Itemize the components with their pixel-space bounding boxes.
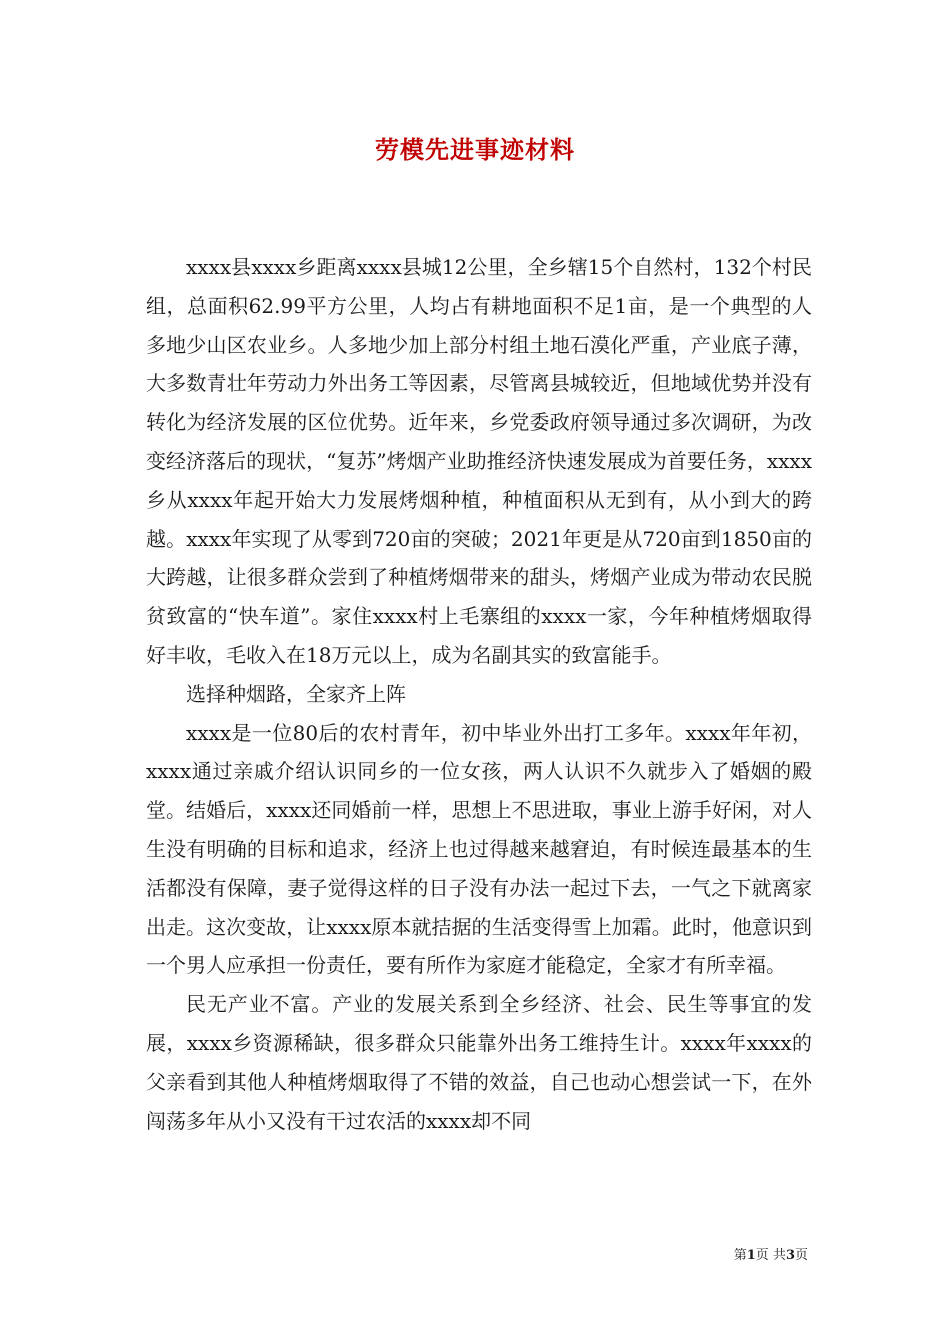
footer-suffix: 页 xyxy=(794,1248,808,1263)
paragraph-industry: 民无产业不富。产业的发展关系到全乡经济、社会、民生等事宜的发展，xxxx乡资源稀缺，很多群众只能靠外出务工维持生计。xxxx年xxxx的父亲看到其他人种植烤烟取得了不错的效益，自己也动心想尝试一下，在外闯荡多年从小又没有干过农活的xxxx却不同 xyxy=(146,992,812,1133)
page-number-footer xyxy=(0,1247,950,1265)
footer-current-page: 1 xyxy=(746,1248,756,1263)
document-body xyxy=(146,248,812,1140)
footer-prefix: 第 xyxy=(733,1248,747,1263)
paragraph-background: xxxx是一位80后的农村青年，初中毕业外出打工多年。xxxx年年初，xxxx通过亲戚介绍认识同乡的一位女孩，两人认识不久就步入了婚姻的殿堂。结婚后，xxxx还同婚前一样，思想上不思进取，事业上游手好闲，对人生没有明确的目标和追求，经济上也过得越来越窘迫，有时候连最基本的生活都没有保障，妻子觉得这样的日子没有办法一起过下去，一气之下就离家出走。这次变故，让xxxx原本就拮据的生活变得雪上加霜。此时，他意识到一个男人应承担一份责任，要有所作为家庭才能稳定，全家才有所幸福。 xyxy=(146,720,812,978)
footer-middle: 页 共 xyxy=(755,1248,786,1263)
paragraph-intro: xxxx县xxxx乡距离xxxx县城12公里，全乡辖15个自然村，132个村民组，总面积62.99平方公里，人均占有耕地面积不足1亩，是一个典型的人多地少山区农业乡。人多地少加上部分村组土地石漠化严重，产业底子薄，大多数青壮年劳动力外出务工等因素，尽管离县城较近，但地域优势并没有转化为经济发展的区位优势。近年来，乡党委政府领导通过多次调研，为改变经济落后的现状，“复苏”烤烟产业助推经济快速发展成为首要任务，xxxx乡从xxxx年起开始大力发展烤烟种植，种植面积从无到有，从小到大的跨越。xxxx年实现了从零到720亩的突破；2021年更是从720亩到1850亩的大跨越，让很多群众尝到了种植烤烟带来的甜头，烤烟产业成为带动农民脱贫致富的“快车道”。家住xxxx村上毛寨组的xxxx一家，今年种植烤烟取得好丰收，毛收入在18万元以上，成为名副其实的致富能手。 xyxy=(146,255,812,667)
section-heading: 选择种烟路，全家齐上阵 xyxy=(186,681,406,706)
footer-total-pages: 3 xyxy=(785,1248,795,1263)
document-title: 劳模先进事迹材料 xyxy=(375,135,575,164)
